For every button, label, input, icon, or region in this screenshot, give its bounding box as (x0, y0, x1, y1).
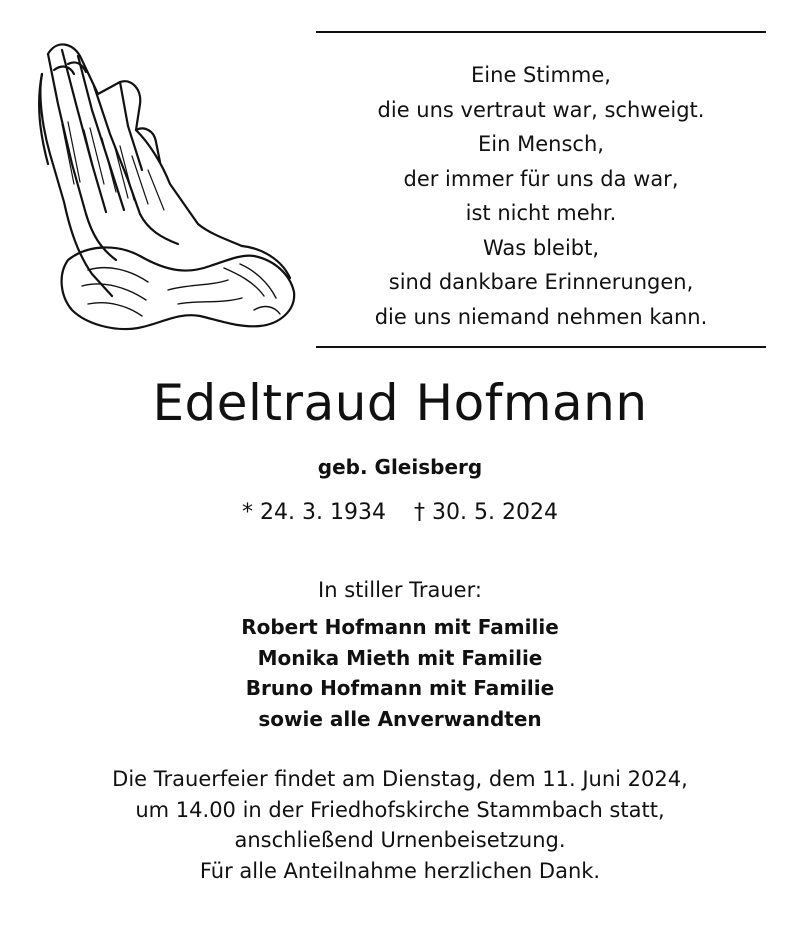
notice-line: anschließend Urnenbeisetzung. (234, 828, 566, 852)
poem-line: Ein Mensch, (478, 132, 604, 156)
top-divider (316, 31, 766, 33)
notice-line: Für alle Anteilnahme herzlichen Dank. (199, 858, 601, 883)
poem-line: Was bleibt, (482, 235, 600, 260)
mourner-name: Bruno Hofmann mit Familie (245, 676, 555, 700)
notice-line: Die Trauerfeier findet am Dienstag, dem 11. Juni 2024, (112, 767, 688, 791)
notice-line: um 14.00 in der Friedhofskirche Stammbach statt, (135, 797, 665, 822)
poem-line: die uns vertraut war, schweigt. (377, 97, 705, 122)
poem (316, 58, 766, 334)
poem-line: Eine Stimme, (471, 63, 611, 87)
mourner-name: Robert Hofmann mit Familie (241, 615, 559, 639)
praying-hands-icon (28, 34, 298, 334)
bottom-divider (316, 346, 766, 348)
poem-line: der immer für uns da war, (403, 166, 679, 191)
mourners-list (0, 612, 800, 734)
poem-line: die uns niemand nehmen kann. (374, 304, 708, 329)
deceased-name: Edeltraud Hofmann (152, 374, 648, 432)
mourning-heading: In stiller Trauer: (318, 578, 482, 602)
maiden-name: geb. Gleisberg (317, 455, 483, 479)
mourner-name: Monika Mieth mit Familie (257, 645, 543, 670)
poem-line: ist nicht mehr. (465, 201, 617, 225)
life-dates (0, 497, 800, 529)
death-date: † 30. 5. 2024 (414, 500, 558, 525)
poem-line: sind dankbare Erinnerungen, (388, 270, 694, 294)
funeral-notice (0, 764, 800, 886)
birth-date: * 24. 3. 1934 (242, 500, 386, 525)
mourner-name: sowie alle Anverwandten (258, 706, 542, 731)
